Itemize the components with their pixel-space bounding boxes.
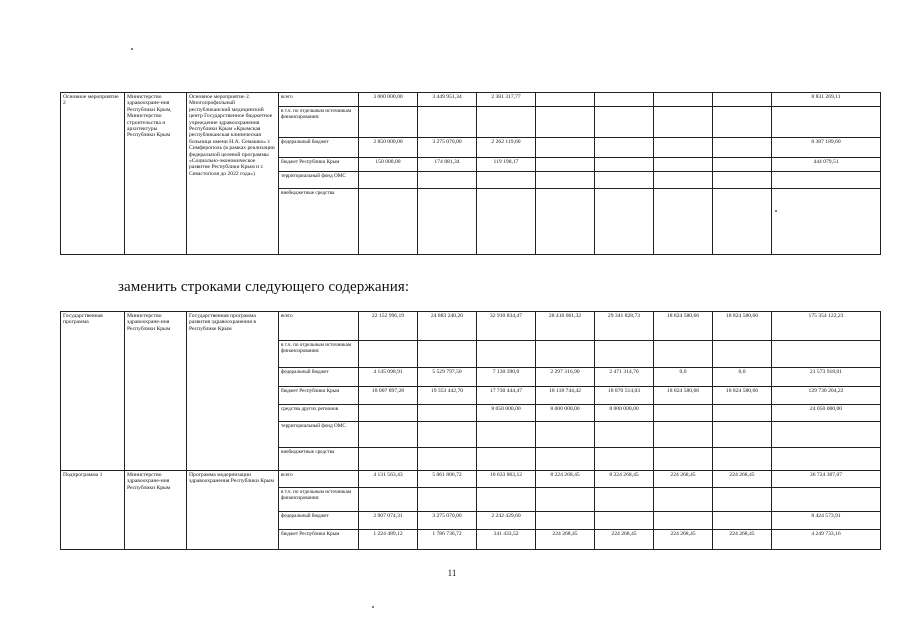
amount-cell: 8 424 573,91	[772, 512, 881, 530]
amount-cell	[536, 512, 595, 530]
amount-cell	[477, 107, 536, 138]
amount-cell: 4 249 733,16	[772, 530, 881, 550]
amount-cell	[654, 488, 713, 512]
amount-cell: 8 224 268,45	[536, 471, 595, 488]
program-name-cell: Государственная программа	[61, 312, 125, 471]
amount-cell	[713, 93, 772, 107]
amount-cell	[595, 512, 654, 530]
amount-cell	[359, 488, 418, 512]
amount-cell: 1 224 489,12	[359, 530, 418, 550]
program-name-cell: Подпрограмма 1	[61, 471, 125, 550]
amount-cell: 17 730 444,47	[477, 387, 536, 405]
amount-cell	[713, 158, 772, 172]
scan-speck	[131, 48, 133, 50]
amount-cell	[359, 422, 418, 448]
amount-cell: 174 881,34	[418, 158, 477, 172]
amount-cell	[477, 448, 536, 471]
amount-cell: 2 297 316,90	[536, 368, 595, 387]
amount-cell: 150 000,00	[359, 158, 418, 172]
amount-cell: 18 824 580,66	[713, 387, 772, 405]
amount-cell	[595, 172, 654, 189]
executor-cell: Министерство здравоохране-ния Республики Крым	[125, 471, 187, 550]
amount-cell	[654, 93, 713, 107]
amount-cell	[772, 341, 881, 368]
table-row	[61, 93, 881, 107]
amount-cell: 175 354 122,23	[772, 312, 881, 341]
amount-cell	[654, 189, 713, 255]
amount-cell: 224 268,45	[713, 530, 772, 550]
funding-source-cell: внебюджетные средства	[279, 448, 359, 471]
funding-source-cell: в т.ч. по отдельным источникам финансирования:	[279, 107, 359, 138]
amount-cell	[477, 341, 536, 368]
amount-cell	[359, 448, 418, 471]
amount-cell: 3 275 070,00	[418, 138, 477, 158]
amount-cell: 341 433,52	[477, 530, 536, 550]
executor-cell: Министерство здравоохране-ния Республики Крым, Министерство строительства и архитектуры Республики Крым	[125, 93, 187, 255]
amount-cell	[536, 172, 595, 189]
amount-cell: 8 387 189,60	[772, 138, 881, 158]
amount-cell: 18 870 514,03	[595, 387, 654, 405]
amount-cell: 444 079,51	[772, 158, 881, 172]
scan-speck	[775, 210, 777, 212]
amount-cell	[713, 488, 772, 512]
funding-source-cell: всего	[279, 471, 359, 488]
amount-cell: 24 883 240,20	[418, 312, 477, 341]
amount-cell	[713, 448, 772, 471]
amount-cell	[654, 107, 713, 138]
amount-cell: 4 145 098,91	[359, 368, 418, 387]
amount-cell	[359, 405, 418, 422]
amount-cell: 8 000 000,00	[536, 405, 595, 422]
amount-cell	[713, 512, 772, 530]
amount-cell	[359, 107, 418, 138]
amount-cell: 36 724 307,07	[772, 471, 881, 488]
amount-cell: 119 198,17	[477, 158, 536, 172]
amount-cell	[595, 189, 654, 255]
amount-cell	[536, 93, 595, 107]
funding-source-cell: в т.ч. по отдельным источникам финансирования:	[279, 341, 359, 368]
amount-cell: 2 907 074,31	[359, 512, 418, 530]
funding-source-cell: федеральный бюджет	[279, 512, 359, 530]
amount-cell	[772, 422, 881, 448]
funding-source-cell: территориальный фонд ОМС	[279, 422, 359, 448]
amount-cell: 4 131 563,43	[359, 471, 418, 488]
amount-cell	[772, 172, 881, 189]
amount-cell: 18 118 744,42	[536, 387, 595, 405]
amount-cell: 3 275 070,00	[418, 512, 477, 530]
amount-cell: 2 471 314,70	[595, 368, 654, 387]
amount-cell	[536, 107, 595, 138]
amount-cell	[477, 488, 536, 512]
amount-cell	[477, 422, 536, 448]
amount-cell	[772, 107, 881, 138]
amount-cell	[713, 405, 772, 422]
amount-cell: 8 000 000,00	[595, 405, 654, 422]
table-row	[61, 312, 881, 341]
amount-cell	[477, 189, 536, 255]
amount-cell	[536, 488, 595, 512]
amount-cell: 21 573 918,01	[772, 368, 881, 387]
funding-source-cell: федеральный бюджет	[279, 138, 359, 158]
amount-cell	[536, 189, 595, 255]
amount-cell	[713, 341, 772, 368]
amount-cell: 3 449 951,34	[418, 93, 477, 107]
amount-cell	[772, 189, 881, 255]
amount-cell: 7 130 390,0	[477, 368, 536, 387]
amount-cell: 18 824 580,66	[654, 387, 713, 405]
page-number: 11	[447, 568, 457, 578]
funding-source-cell: средства других регионов	[279, 405, 359, 422]
amount-cell	[654, 405, 713, 422]
amount-cell: 224 268,45	[713, 471, 772, 488]
amount-cell	[772, 488, 881, 512]
amount-cell	[595, 158, 654, 172]
funding-source-cell: бюджет Республики Крым	[279, 387, 359, 405]
scan-speck	[372, 606, 374, 608]
amount-cell	[654, 512, 713, 530]
amount-cell	[536, 341, 595, 368]
amount-cell: 5 061 806,72	[418, 471, 477, 488]
funding-source-cell: федеральный бюджет	[279, 368, 359, 387]
amount-cell	[654, 422, 713, 448]
amount-cell	[654, 172, 713, 189]
amount-cell	[536, 138, 595, 158]
amount-cell: 2 242 429,60	[477, 512, 536, 530]
amount-cell: 8 831 269,11	[772, 93, 881, 107]
funding-source-cell: бюджет Республики Крым	[279, 530, 359, 550]
amount-cell: 32 910 834,47	[477, 312, 536, 341]
amount-cell	[477, 172, 536, 189]
program-title-cell: Программа модернизации здравоохранения Республики Крым	[187, 471, 279, 550]
amount-cell: 8 224 268,45	[595, 471, 654, 488]
program-name-cell: Основное мероприятие 2	[61, 93, 125, 255]
amount-cell	[595, 488, 654, 512]
amount-cell: 18 007 897,28	[359, 387, 418, 405]
amount-cell	[713, 138, 772, 158]
amount-cell: 28 416 061,32	[536, 312, 595, 341]
replacement-heading: заменить строками следующего содержания:	[118, 279, 410, 295]
amount-cell	[359, 341, 418, 368]
amount-cell	[713, 422, 772, 448]
amount-cell	[654, 448, 713, 471]
amount-cell	[595, 448, 654, 471]
funding-source-cell: в т.ч. по отдельным источникам финансирования:	[279, 488, 359, 512]
amount-cell: 3 000 000,00	[359, 93, 418, 107]
amount-cell	[418, 189, 477, 255]
amount-cell	[595, 138, 654, 158]
amount-cell	[595, 93, 654, 107]
amount-cell	[359, 189, 418, 255]
amount-cell: 19 353 442,70	[418, 387, 477, 405]
amount-cell: 224 268,45	[654, 471, 713, 488]
amount-cell: 2 262 119,60	[477, 138, 536, 158]
amount-cell	[713, 172, 772, 189]
amount-cell	[595, 107, 654, 138]
amount-cell: 22 152 996,19	[359, 312, 418, 341]
amount-cell	[654, 341, 713, 368]
amount-cell	[418, 488, 477, 512]
amount-cell	[418, 172, 477, 189]
table-new-rows	[60, 311, 881, 550]
executor-cell: Министерство здравоохране-ния Республики Крым	[125, 312, 187, 471]
amount-cell: 0,0	[713, 368, 772, 387]
amount-cell	[595, 341, 654, 368]
amount-cell	[418, 405, 477, 422]
funding-source-cell: всего	[279, 93, 359, 107]
program-title-cell: Основное мероприятие 2. Многопрофильный республиканский медицинский центр Государственное бюджетное учреждение здравоохранения Республики Крым «Крымская республиканская клиническая больница имени Н.А. Семашко» г. Симферополь (в рамках реализации федеральной целевой программы «Социально-экономическое развитие Республики Крым и г. Севастополя до 2022 года»)	[187, 93, 279, 255]
funding-source-cell: бюджет Республики Крым	[279, 158, 359, 172]
funding-source-cell: всего	[279, 312, 359, 341]
amount-cell: 29 341 828,73	[595, 312, 654, 341]
amount-cell: 1 786 736,72	[418, 530, 477, 550]
table-old-rows	[60, 92, 881, 255]
amount-cell	[418, 107, 477, 138]
amount-cell: 224 268,45	[654, 530, 713, 550]
amount-cell	[595, 422, 654, 448]
amount-cell	[536, 448, 595, 471]
amount-cell	[654, 158, 713, 172]
amount-cell	[654, 138, 713, 158]
amount-cell: 18 824 580,66	[713, 312, 772, 341]
amount-cell: 224 268,45	[595, 530, 654, 550]
amount-cell	[418, 341, 477, 368]
funding-source-cell: территориальный фонд ОМС	[279, 172, 359, 189]
amount-cell	[418, 448, 477, 471]
amount-cell	[418, 422, 477, 448]
amount-cell	[359, 172, 418, 189]
program-title-cell: Государственная программа развития здравоохранения в Республике Крым	[187, 312, 279, 471]
amount-cell	[713, 107, 772, 138]
amount-cell: 8 050 000,00	[477, 405, 536, 422]
amount-cell: 24 050 000,00	[772, 405, 881, 422]
amount-cell	[713, 189, 772, 255]
amount-cell	[536, 158, 595, 172]
table-row	[61, 471, 881, 488]
amount-cell: 2 381 317,77	[477, 93, 536, 107]
amount-cell	[536, 422, 595, 448]
amount-cell: 2 850 000,00	[359, 138, 418, 158]
funding-source-cell: внебюджетные средства	[279, 189, 359, 255]
amount-cell: 18 824 580,66	[654, 312, 713, 341]
amount-cell: 5 529 797,50	[418, 368, 477, 387]
amount-cell: 10 633 863,12	[477, 471, 536, 488]
amount-cell: 129 730 204,22	[772, 387, 881, 405]
amount-cell	[772, 448, 881, 471]
amount-cell: 224 268,45	[536, 530, 595, 550]
amount-cell: 0,0	[654, 368, 713, 387]
